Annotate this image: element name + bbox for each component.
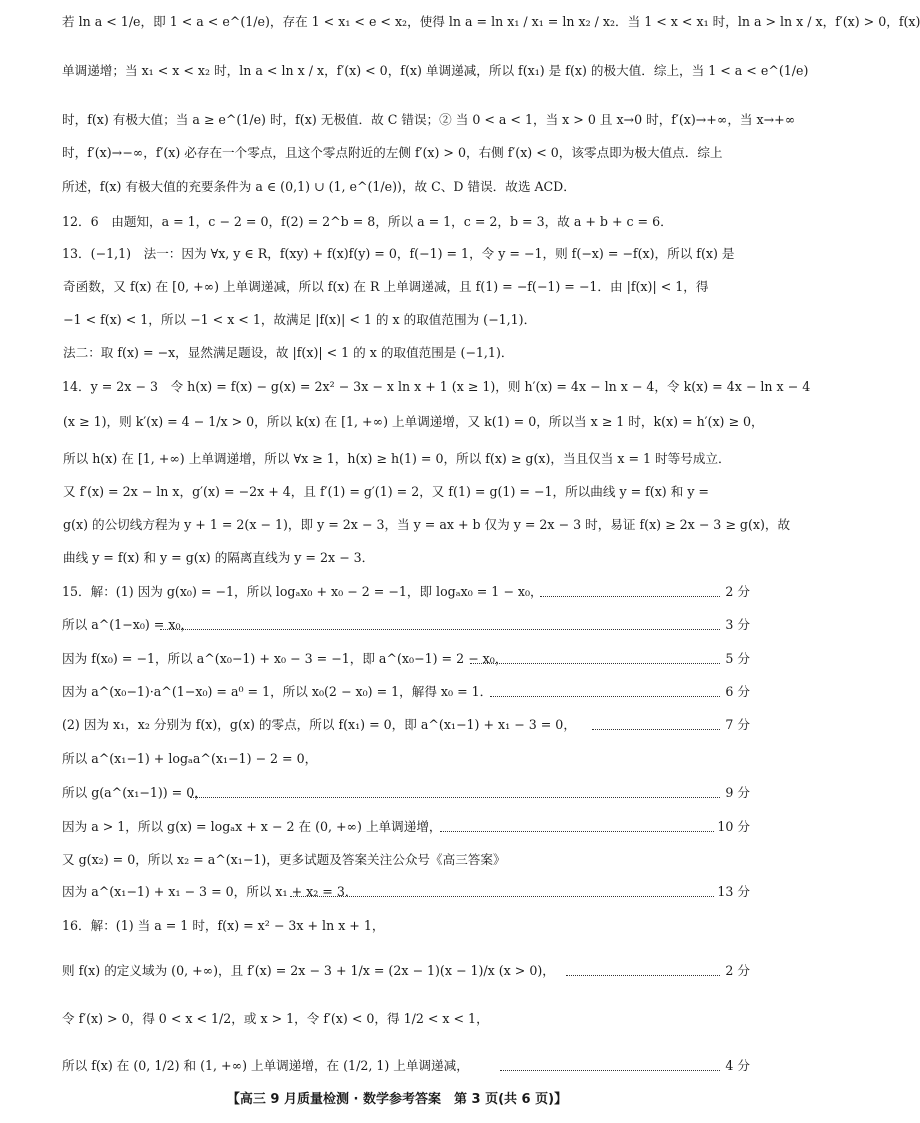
q16-line-1: 16．解：(1) 当 a = 1 时，f(x) = x² − 3x + ln x + 1， xyxy=(62,918,385,933)
q15-line-4: 因为 a^(x₀−1)·a^(1−x₀) = a⁰ = 1，所以 x₀(2 − x₀) = 1，解得 x₀ = 1． xyxy=(62,684,493,699)
q13-line-1: 13．(−1,1) 法一：因为 ∀x, y ∈ R，f(xy) + f(x)f(y) = 0，f(−1) = 1，令 y = −1，则 f(−x) = −f(x)，所以 f(x) 是 xyxy=(62,246,735,261)
q15-line-9: 又 g(x₂) = 0，所以 x₂ = a^(x₁−1)，更多试题及答案关注公众号《高三答案》 xyxy=(62,852,506,867)
q15-score-3: 5 分 xyxy=(725,651,750,666)
q15-line-5: (2) 因为 x₁，x₂ 分别为 f(x)，g(x) 的零点，所以 f(x₁) = 0，即 a^(x₁−1) + x₁ − 3 = 0， xyxy=(62,717,576,732)
q14-line-6: 曲线 y = f(x) 和 y = g(x) 的隔离直线为 y = 2x − 3． xyxy=(63,550,375,565)
dot-leader xyxy=(500,1070,720,1071)
q16-line-3: 令 f′(x) > 0，得 0 < x < 1/2，或 x > 1，令 f′(x) < 0，得 1/2 < x < 1， xyxy=(62,1011,489,1026)
q14-line-5: g(x) 的公切线方程为 y + 1 = 2(x − 1)，即 y = 2x − 3，当 y = ax + b 仅为 y = 2x − 3 时，易证 f(x) ≥ 2x − 3 ≥ g(x)，故 xyxy=(63,517,791,532)
dot-leader xyxy=(566,975,720,976)
q15-line-1: 15．解：(1) 因为 g(x₀) = −1，所以 logₐx₀ + x₀ − 2 = −1，即 logₐx₀ = 1 − x₀， xyxy=(62,584,543,599)
q15-score-4: 6 分 xyxy=(725,684,750,699)
dot-leader xyxy=(190,797,720,798)
q15-line-8: 因为 a > 1，所以 g(x) = logₐx + x − 2 在 (0, +∞) 上单调递增， xyxy=(62,819,442,834)
dot-leader xyxy=(290,896,714,897)
q15-score-7: 9 分 xyxy=(725,785,750,800)
q11-line-4: 时，f′(x)→−∞，f′(x) 必存在一个零点，且这个零点附近的左侧 f′(x) > 0，右侧 f′(x) < 0，该零点即为极大值点．综上 xyxy=(62,145,723,160)
q14-line-4: 又 f′(x) = 2x − ln x，g′(x) = −2x + 4，且 f′(1) = g′(1) = 2，又 f(1) = g(1) = −1，所以曲线 y = f(x) 和 y = xyxy=(63,484,709,499)
q15-line-7: 所以 g(a^(x₁−1)) = 0， xyxy=(62,785,207,800)
dot-leader xyxy=(440,831,714,832)
q15-line-2: 所以 a^(1−x₀) = x₀， xyxy=(62,617,194,632)
q13-line-3: −1 < f(x) < 1，所以 −1 < x < 1，故满足 |f(x)| < 1 的 x 的取值范围为 (−1,1)． xyxy=(63,312,537,327)
q15-score-10: 13 分 xyxy=(717,884,750,899)
q16-line-2: 则 f(x) 的定义域为 (0, +∞)，且 f′(x) = 2x − 3 + 1/x = (2x − 1)(x − 1)/x (x > 0)， xyxy=(62,963,555,978)
dot-leader xyxy=(470,663,720,664)
q15-line-10: 因为 a^(x₁−1) + x₁ − 3 = 0，所以 x₁ + x₂ = 3． xyxy=(62,884,358,899)
q14-line-3: 所以 h(x) 在 [1, +∞) 上单调递增，所以 ∀x ≥ 1，h(x) ≥ h(1) = 0，所以 f(x) ≥ g(x)，当且仅当 x = 1 时等号成立． xyxy=(63,451,731,466)
q11-line-5: 所述，f(x) 有极大值的充要条件为 a ∈ (0,1) ∪ (1, e^(1/e))，故 C、D 错误．故选 ACD． xyxy=(62,179,576,194)
q14-line-1: 14．y = 2x − 3 令 h(x) = f(x) − g(x) = 2x² − 3x − x ln x + 1 (x ≥ 1)，则 h′(x) = 4x − ln x − 4，令 k(x) = 4x − ln x − 4 xyxy=(62,379,811,394)
q14-line-2: (x ≥ 1)，则 k′(x) = 4 − 1/x > 0，所以 k(x) 在 [1, +∞) 上单调递增，又 k(1) = 0，所以当 x ≥ 1 时，k(x) = h′(x) ≥ 0， xyxy=(63,414,764,429)
q15-line-3: 因为 f(x₀) = −1，所以 a^(x₀−1) + x₀ − 3 = −1，即 a^(x₀−1) = 2 − x₀， xyxy=(62,651,508,666)
q15-score-5: 7 分 xyxy=(725,717,750,732)
q11-line-3: 时，f(x) 有极大值；当 a ≥ e^(1/e) 时，f(x) 无极值．故 C 错误；② 当 0 < a < 1，当 x > 0 且 x→0 时，f′(x)→+∞，当 x→+∞ xyxy=(62,112,796,127)
q16-score-4: 4 分 xyxy=(725,1058,750,1073)
dot-leader xyxy=(540,596,720,597)
q16-line-4: 所以 f(x) 在 (0, 1/2) 和 (1, +∞) 上单调递增，在 (1/2, 1) 上单调递减， xyxy=(62,1058,469,1073)
q15-score-1: 2 分 xyxy=(725,584,750,599)
q11-line-2: 单调递增；当 x₁ < x < x₂ 时，ln a < ln x / x，f′(x) < 0，f(x) 单调递减，所以 f(x₁) 是 f(x) 的极大值．综上，当 1 < a < e^(1/e) xyxy=(62,63,809,78)
page-footer: 【高三 9 月质量检测 · 数学参考答案 第 3 页(共 6 页)】 xyxy=(226,1092,568,1107)
dot-leader xyxy=(160,629,720,630)
q13-line-2: 奇函数，又 f(x) 在 [0, +∞) 上单调递减，所以 f(x) 在 R 上单调递减，且 f(1) = −f(−1) = −1．由 |f(x)| < 1，得 xyxy=(63,279,709,294)
q15-score-8: 10 分 xyxy=(717,819,750,834)
dot-leader xyxy=(592,729,720,730)
q15-score-2: 3 分 xyxy=(725,617,750,632)
q13-method-2: 法二：取 f(x) = −x，显然满足题设，故 |f(x)| < 1 的 x 的取值范围是 (−1,1)． xyxy=(63,345,514,360)
q16-score-2: 2 分 xyxy=(725,963,750,978)
q11-line-1: 若 ln a < 1/e，即 1 < a < e^(1/e)，存在 1 < x₁ < e < x₂，使得 ln a = ln x₁ / x₁ = ln x₂ / x₂．当 1 < x < x₁ 时，ln a > ln x / x，f′(x) > 0，f(x) xyxy=(62,14,920,29)
dot-leader xyxy=(490,696,720,697)
q15-line-6: 所以 a^(x₁−1) + logₐa^(x₁−1) − 2 = 0， xyxy=(62,751,318,766)
q12-answer: 12．6 由题知，a = 1，c − 2 = 0，f(2) = 2^b = 8，所以 a = 1，c = 2，b = 3，故 a + b + c = 6． xyxy=(62,214,673,229)
